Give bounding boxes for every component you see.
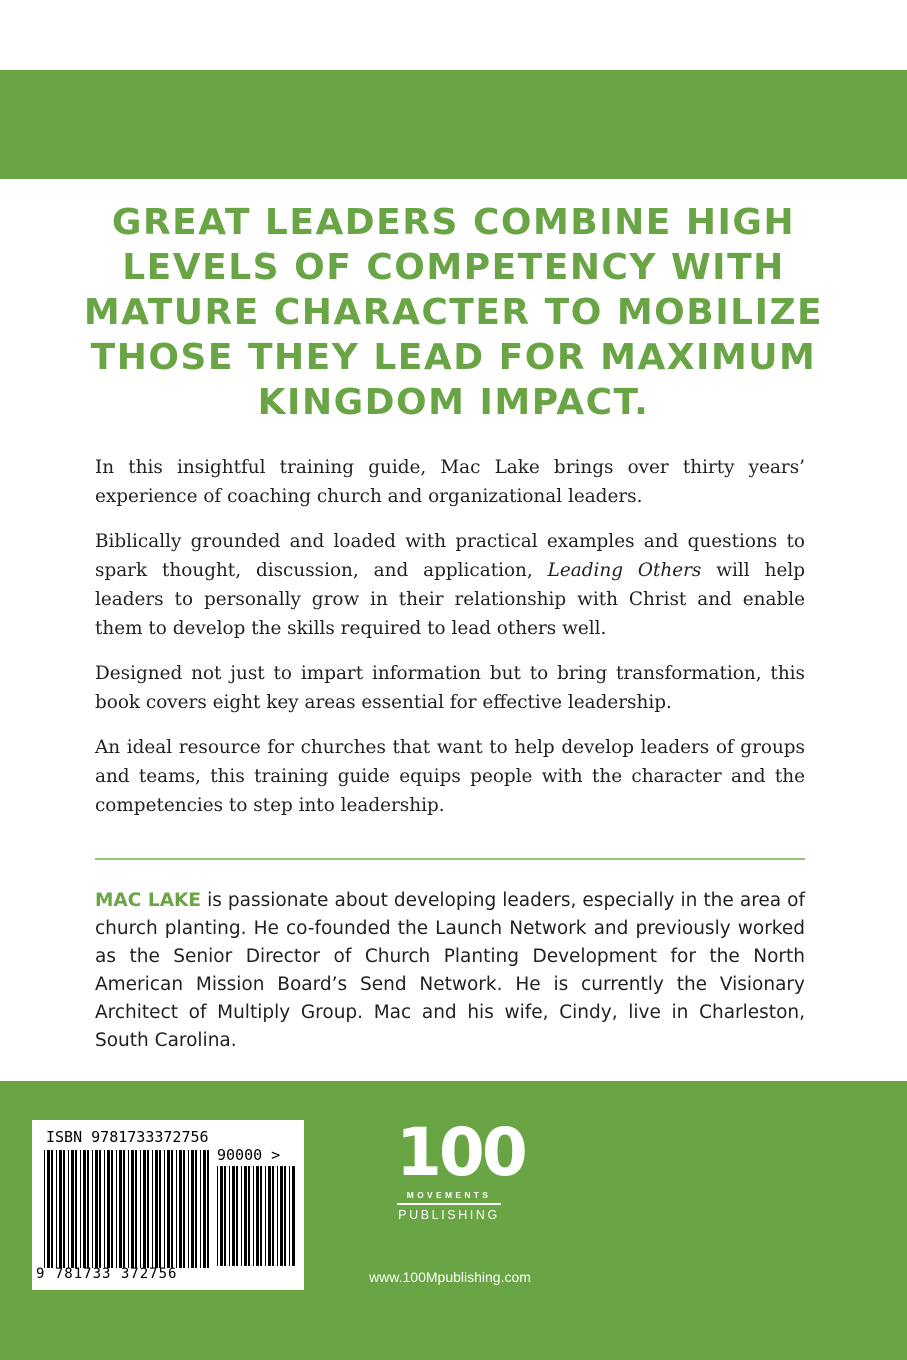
barcode-bar xyxy=(51,1150,53,1268)
barcode-bar xyxy=(155,1150,158,1268)
logo-number: 100 xyxy=(396,1114,525,1191)
logo-movements: MOVEMENTS xyxy=(406,1190,492,1200)
barcode-bar xyxy=(179,1150,182,1268)
barcode-bar xyxy=(260,1166,262,1266)
barcode-bar xyxy=(164,1150,165,1268)
barcode-bar xyxy=(87,1150,89,1268)
barcode xyxy=(32,1120,304,1290)
barcode-bar xyxy=(183,1150,185,1268)
barcode-bar xyxy=(63,1150,65,1268)
barcode-bar xyxy=(140,1150,141,1268)
barcode-bar xyxy=(147,1150,149,1268)
barcode-bar xyxy=(119,1150,122,1268)
section-divider xyxy=(95,858,805,860)
barcode-bar xyxy=(80,1150,81,1268)
barcode-bar xyxy=(203,1150,206,1268)
barcode-bar xyxy=(292,1166,295,1266)
barcode-bar xyxy=(200,1150,201,1268)
barcode-bar xyxy=(83,1150,86,1268)
barcode-bar xyxy=(71,1150,74,1268)
barcode-bar xyxy=(92,1150,93,1268)
description-paragraph-4: An ideal resource for churches that want to help develop leaders of groups and teams, this training guide equips people with the character and the competencies to step into leadership. xyxy=(95,737,805,816)
barcode-bar xyxy=(56,1150,57,1268)
barcode-bar xyxy=(277,1166,278,1266)
paragraph-2-start: Biblically grounded and loaded with practical examples and questions to spark thought, discussion, and application, xyxy=(95,531,805,581)
barcode-bar xyxy=(159,1150,161,1268)
barcode-bar xyxy=(152,1150,153,1268)
barcode-bar xyxy=(289,1166,290,1266)
barcode-bar xyxy=(207,1150,209,1268)
barcode-bar xyxy=(47,1150,50,1268)
barcode-bar xyxy=(244,1166,247,1266)
barcode-bar xyxy=(224,1166,226,1266)
barcode-bar xyxy=(111,1150,113,1268)
barcode-bar xyxy=(128,1150,129,1268)
barcode-bar xyxy=(116,1150,117,1268)
author-bio-text: is passionate about developing leaders, especially in the area of church planting. He co-founded the Launch Network and previously worked as the Senior Director of Church Planting Development for the North American Mission Board’s Send Network. He is currently the Visionary Architect of Multiply Group. Mac and his wife, Cindy, live in Charleston, South Carolina. xyxy=(95,890,805,1051)
price-code: 90000 > xyxy=(217,1146,281,1164)
barcode-bar xyxy=(265,1166,266,1266)
isbn-digits: 9 781733 372756 xyxy=(36,1266,178,1282)
author-name: MAC LAKE xyxy=(95,890,202,911)
barcode-bar xyxy=(171,1150,173,1268)
barcode-bar xyxy=(191,1150,194,1268)
top-color-band xyxy=(0,70,907,179)
logo-rule xyxy=(397,1203,501,1205)
barcode-bar xyxy=(167,1150,170,1268)
barcode-bar xyxy=(107,1150,110,1268)
barcode-bar xyxy=(95,1150,98,1268)
barcode-bar xyxy=(241,1166,242,1266)
barcode-bar xyxy=(229,1166,230,1266)
barcode-bar xyxy=(44,1150,45,1268)
barcode-bar xyxy=(75,1150,77,1268)
barcode-bar xyxy=(268,1166,271,1266)
barcode-bar xyxy=(253,1166,254,1266)
barcode-bar xyxy=(236,1166,238,1266)
publisher-logo xyxy=(396,1114,525,1238)
paragraph-2-end: will help leaders to personally grow in their relationship with Christ and enable them to develop the skills required to lead others well. xyxy=(95,560,805,639)
isbn-label: ISBN 9781733372756 xyxy=(46,1128,209,1146)
barcode-bar xyxy=(220,1166,223,1266)
barcode-bar xyxy=(272,1166,274,1266)
barcode-bar xyxy=(248,1166,250,1266)
barcode-bar xyxy=(176,1150,177,1268)
barcode-bar xyxy=(280,1166,283,1266)
barcode-bar xyxy=(68,1150,69,1268)
author-bio xyxy=(95,887,805,1055)
barcode-bar xyxy=(123,1150,125,1268)
barcode-bars xyxy=(44,1150,212,1268)
description-paragraph-1: In this insightful training guide, Mac Lake brings over thirty years’ experience of coaching church and organizational leaders. xyxy=(95,457,805,507)
barcode-bar xyxy=(284,1166,286,1266)
logo-publishing: PUBLISHING xyxy=(398,1207,500,1222)
barcode-bar xyxy=(217,1166,218,1266)
description-paragraph-2 xyxy=(95,527,805,643)
headline: GREAT LEADERS COMBINE HIGH LEVELS OF COMPETENCY WITH MATURE CHARACTER TO MOBILIZE THOSE THEY LEAD FOR MAXIMUM KINGDOM IMPACT. xyxy=(83,202,824,423)
description-paragraph-3: Designed not just to impart information but to bring transformation, this book covers eight key areas essential for effective leadership. xyxy=(95,663,805,713)
barcode-bar xyxy=(188,1150,189,1268)
publisher-website: www.100Mpublishing.com xyxy=(369,1269,531,1285)
barcode-bar xyxy=(59,1150,62,1268)
barcode-bar xyxy=(195,1150,197,1268)
barcode-bar xyxy=(143,1150,146,1268)
description xyxy=(95,453,805,836)
barcode-bar xyxy=(256,1166,259,1266)
book-title: Leading Others xyxy=(547,560,702,581)
barcode-bar xyxy=(104,1150,105,1268)
barcode-bar xyxy=(131,1150,134,1268)
barcode-addon-bars xyxy=(217,1166,297,1266)
barcode-bar xyxy=(135,1150,137,1268)
barcode-bar xyxy=(99,1150,101,1268)
barcode-bar xyxy=(232,1166,235,1266)
